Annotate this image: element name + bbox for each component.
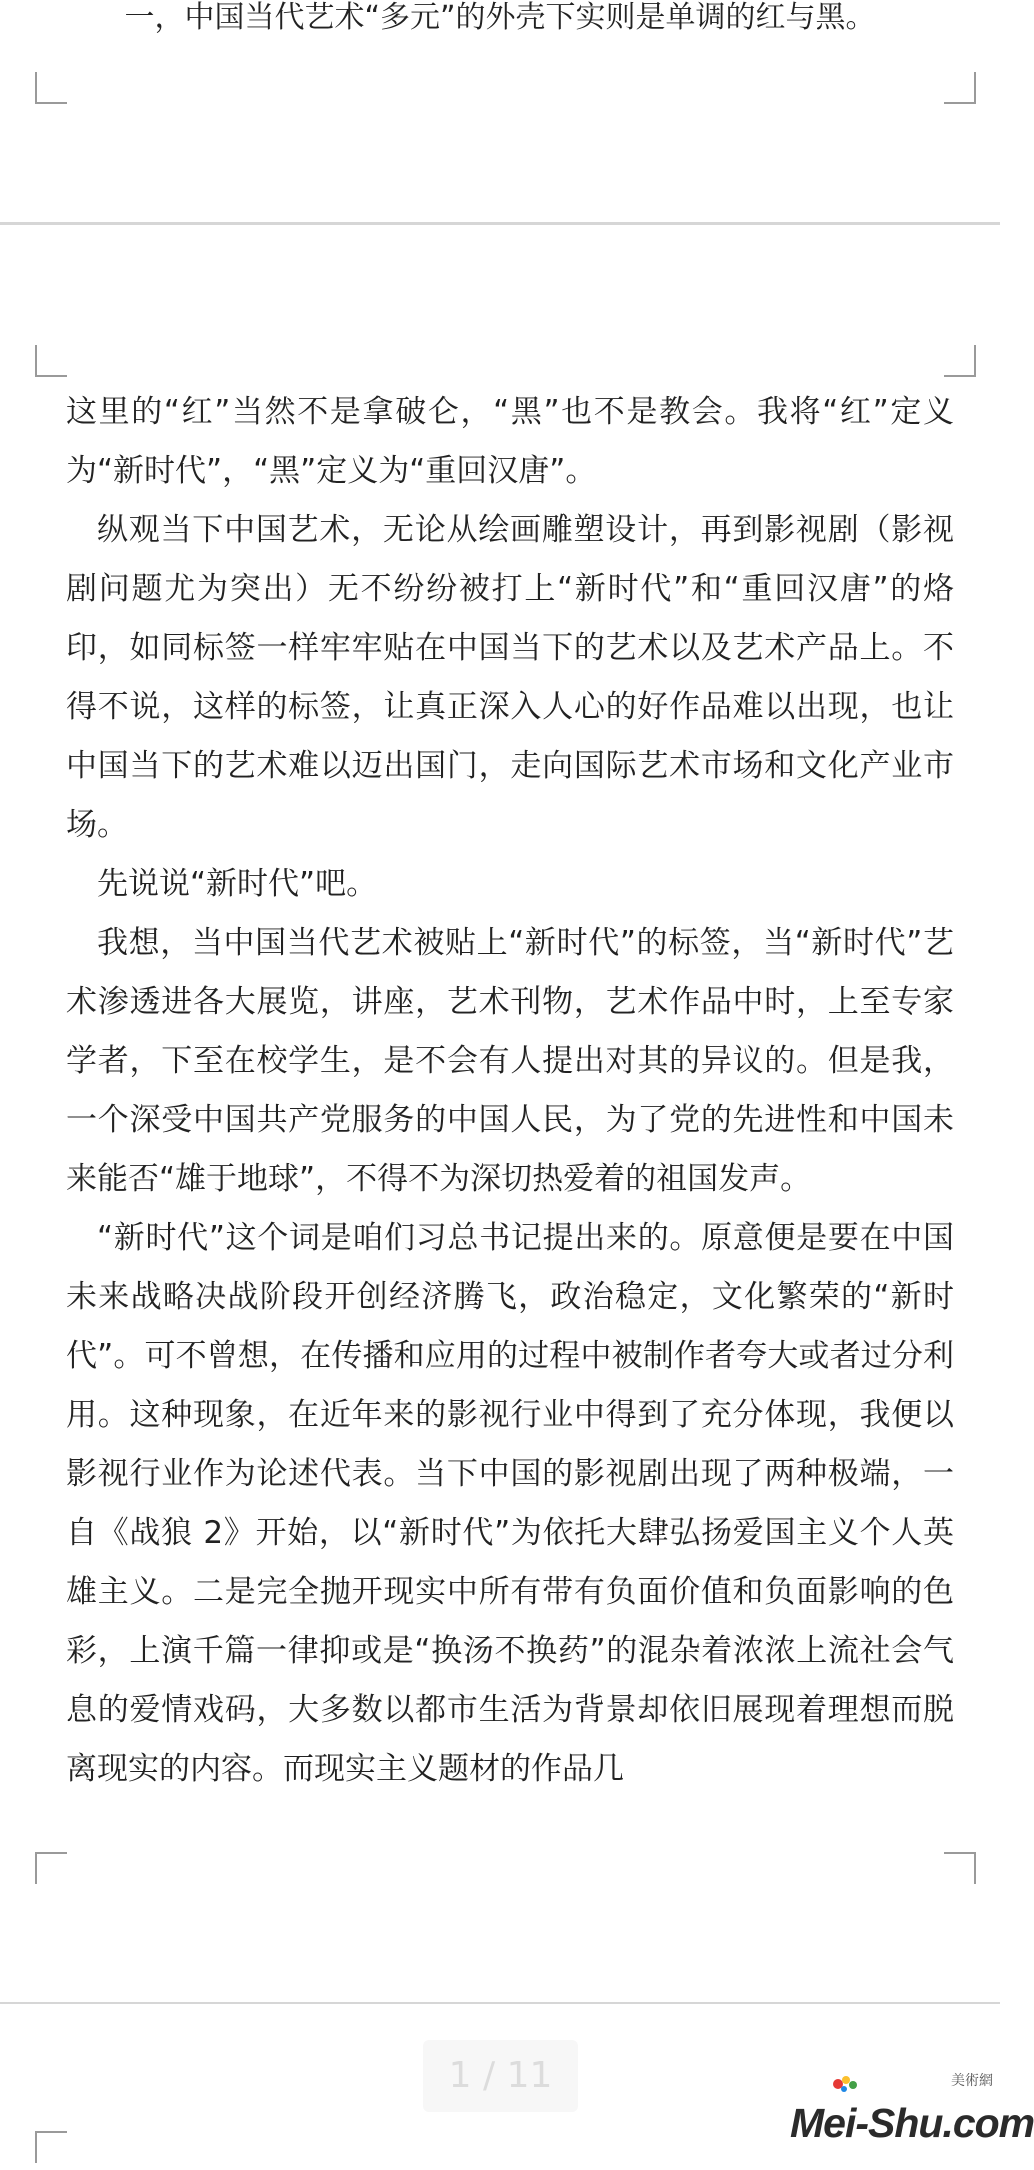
paragraph: “新时代”这个词是咱们习总书记提出来的。原意便是要在中国未来战略决战阶段开创经济腾飞，政治稳定，文化繁荣的“新时代”。可不曾想，在传播和应用的过程中被制作者夸大或者过分利用。这种现象，在近年来的影视行业中得到了充分体现，我便以影视行业作为论述代表。当下中国的影视剧出现了两种极端，一自《战狼 2》开始，以“新时代”为依托大肆弘扬爱国主义个人英雄主义。二是完全抛开现实中所有带有负面价值和负面影响的色彩，上演千篇一律抑或是“换汤不换药”的混杂着浓浓上流社会气息的爱情戏码，大多数以都市生活为背景却依旧展现着理想而脱离现实的内容。而现实主义题材的作品几	[66, 1220, 954, 1787]
page-corner-mark	[944, 72, 976, 104]
page-corner-mark	[944, 1852, 976, 1884]
total-pages: 11	[506, 2055, 553, 2096]
page-corner-mark	[35, 1852, 67, 1884]
paragraph: 这里的“红”当然不是拿破仑，“黑”也不是教会。我将“红”定义为“新时代”，“黑”定义为“重回汉唐”。	[66, 394, 954, 489]
paragraph: 我想，当中国当代艺术被贴上“新时代”的标签，当“新时代”艺术渗透进各大展览，讲座，艺术刊物，艺术作品中时，上至专家学者，下至在校学生，是不会有人提出对其的异议的。但是我，一个深受中国共产党服务的中国人民，为了党的先进性和中国未来能否“雄于地球”，不得不为深切热爱着的祖国发声。	[66, 925, 954, 1197]
document-page-1	[0, 0, 1000, 222]
page-corner-mark	[944, 345, 976, 377]
current-page-number: 1	[448, 2055, 472, 2096]
section-heading: 一，中国当代艺术“多元”的外壳下实则是单调的红与黑。	[124, 0, 876, 35]
paragraph: 纵观当下中国艺术，无论从绘画雕塑设计，再到影视剧（影视剧问题尤为突出）无不纷纷被打上“新时代”和“重回汉唐”的烙印，如同标签一样牢牢贴在中国当下的艺术以及艺术产品上。不得不说，这样的标签，让真正深入人心的好作品难以出现，也让中国当下的艺术难以迈出国门，走向国际艺术市场和文化产业市场。	[66, 512, 954, 843]
watermark-brand: Mei-Shu.com	[790, 2100, 1034, 2146]
document-body	[66, 383, 954, 1799]
page-separator-slash: /	[482, 2055, 496, 2096]
paragraph: 先说说“新时代”吧。	[97, 866, 378, 902]
watermark-brand-cn: 美術網	[951, 2073, 993, 2089]
document-page-2	[0, 225, 1000, 2002]
page-corner-mark	[35, 72, 67, 104]
mei-shu-watermark-logo	[790, 2070, 1034, 2170]
page-corner-mark	[35, 2131, 67, 2163]
page-indicator[interactable]	[423, 2040, 578, 2112]
page-corner-mark	[35, 345, 67, 377]
